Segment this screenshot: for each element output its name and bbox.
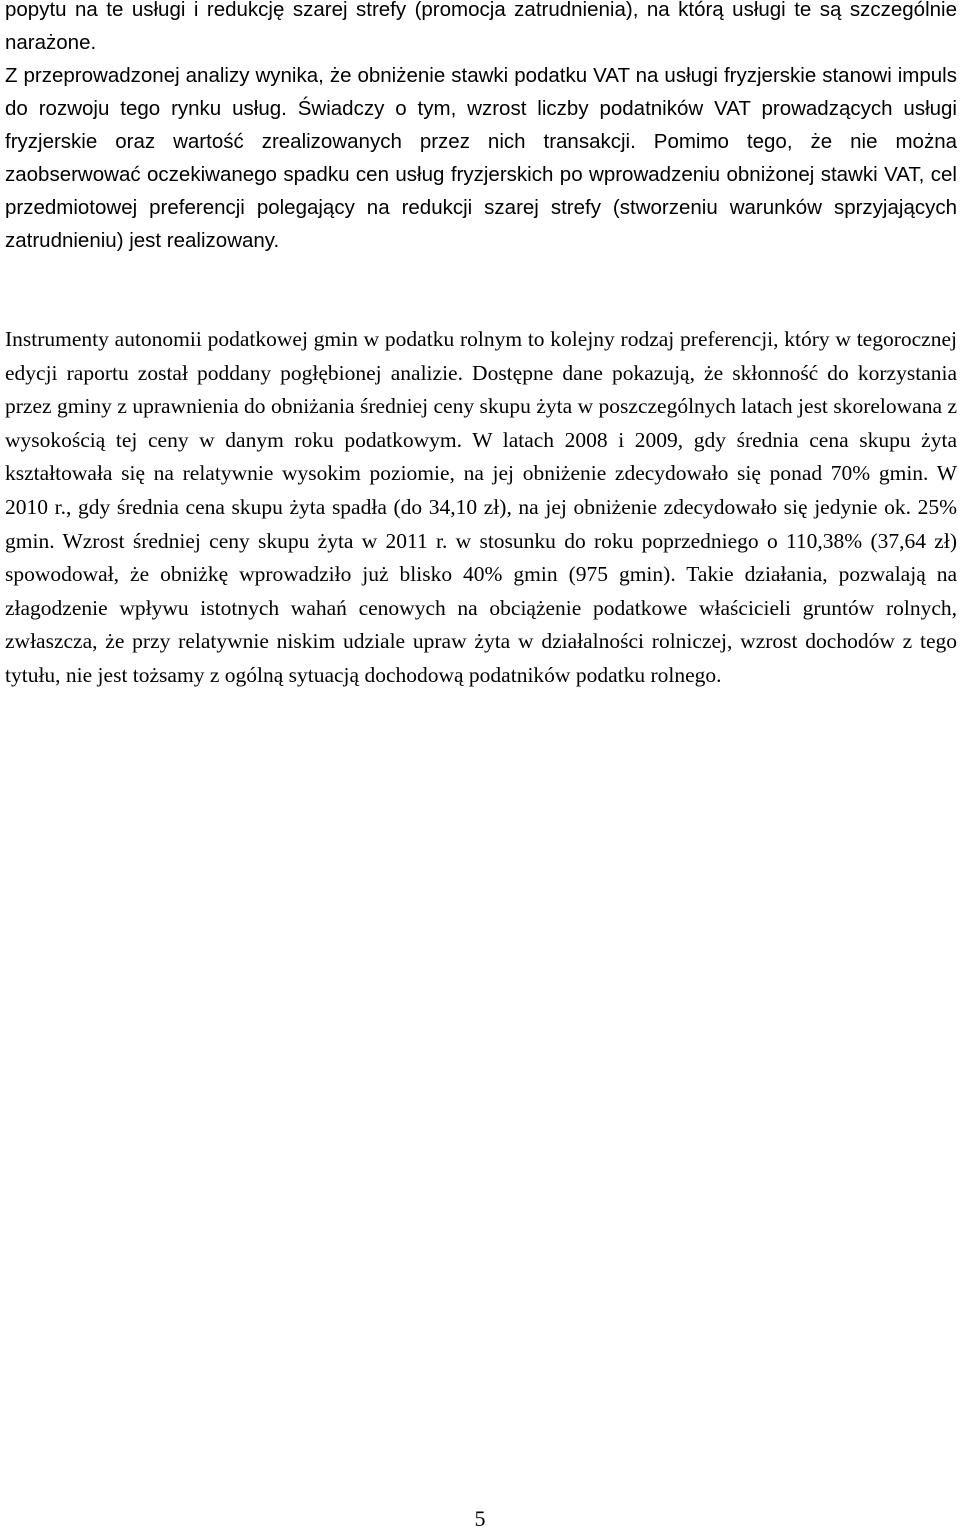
paragraph-agricultural-tax: Instrumenty autonomii podatkowej gmin w podatku rolnym to kolejny rodzaj preferencji, który w tegorocznej edycji raportu został poddany pogłębionej analizie. Dostępne dane pokazują, że skłonność do korzystania przez gminy z uprawnienia do obniżania średniej ceny skupu żyta w poszczególnych latach jest skorelowana z wysokością tej ceny w danym roku podatkowym. W latach 2008 i 2009, gdy średnia cena skupu żyta kształtowała się na relatywnie wysokim poziomie, na jej obniżenie zdecydowało się ponad 70% gmin. W 2010 r., gdy średnia cena skupu żyta spadła (do 34,10 zł), na jej obniżenie zdecydowało się jedynie ok. 25% gmin. Wzrost średniej ceny skupu żyta w 2011 r. w stosunku do roku poprzedniego o 110,38% (37,64 zł) spowodował, że obniżkę wprowadziło już blisko 40% gmin (975 gmin). Takie działania, pozwalają na złagodzenie wpływu istotnych wahań cenowych na obciążenie podatkowe właścicieli gruntów rolnych, zwłaszcza, że przy relatywnie niskim udziale upraw żyta w działalności rolniczej, wzrost dochodów z tego tytułu, nie jest tożsamy z ogólną sytuacją dochodową podatników podatku rolnego.: [5, 327, 957, 687]
paragraph-analysis: Z przeprowadzonej analizy wynika, że obniżenie stawki podatku VAT na usługi fryzjerskie stanowi impuls do rozwoju tego rynku usług. Świadczy o tym, wzrost liczby podatników VAT prowadzących usługi fryzjerskie oraz wartość zrealizowanych przez nich transakcji. Pomimo tego, że nie można zaobserwować oczekiwanego spadku cen usług fryzjerskich po wprowadzeniu obniżonej stawki VAT, cel przedmiotowej preferencji polegający na redukcji szarej strefy (stworzeniu warunków sprzyjających zatrudnieniu) jest realizowany.: [5, 64, 957, 252]
page-number: 5: [474, 1506, 486, 1531]
paragraph-continuation: popytu na te usługi i redukcję szarej strefy (promocja zatrudnienia), na którą usługi te są szczególnie narażone.: [5, 0, 957, 54]
paragraph-vat-hairdressing: [5, 0, 957, 257]
